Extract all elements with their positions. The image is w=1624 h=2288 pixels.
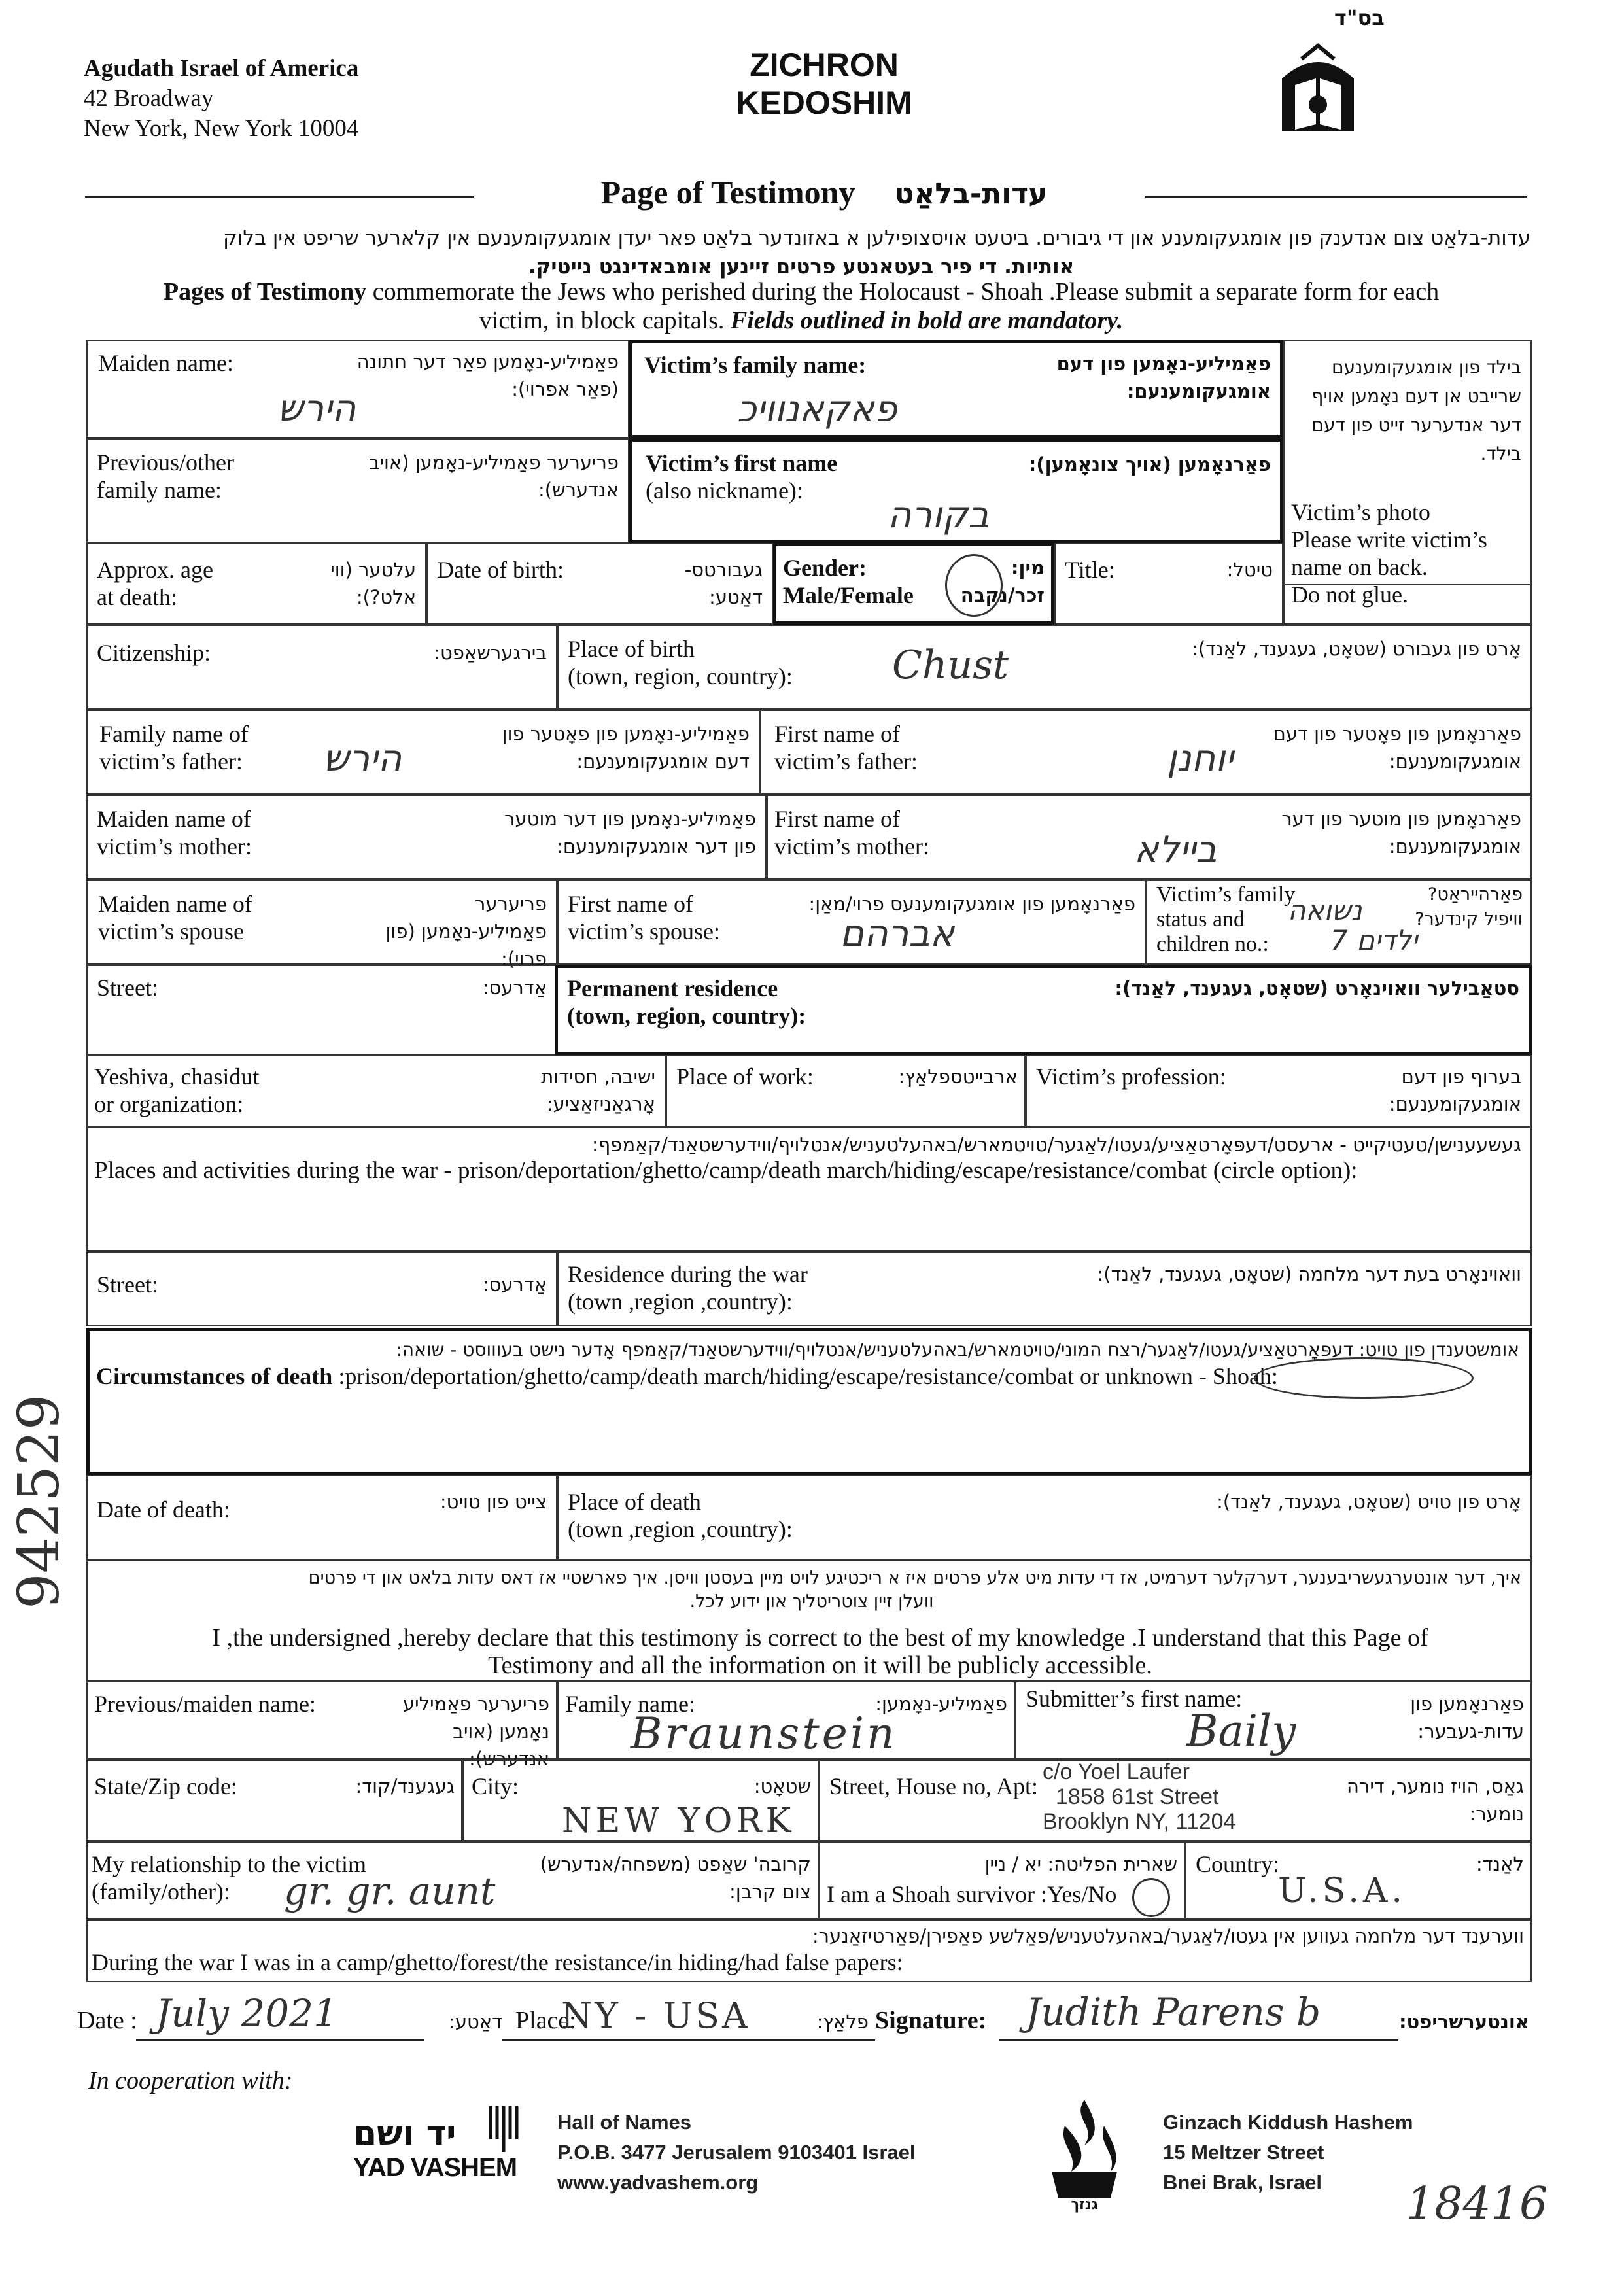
spouse-first-label bbox=[568, 890, 720, 945]
title-rule-right bbox=[1145, 196, 1527, 198]
spouse-first-label-1: First name of bbox=[568, 891, 693, 917]
page-title bbox=[497, 173, 1151, 211]
country-field[interactable] bbox=[1185, 1841, 1532, 1920]
street-heb: אַדרעס: bbox=[482, 977, 547, 999]
father-first-value: יוחנן bbox=[1167, 737, 1234, 780]
submitter-family-heb: פאַמיליע-נאָמען: bbox=[875, 1693, 1007, 1715]
father-family-label-1: Family name of bbox=[99, 721, 249, 747]
yeshiva-field[interactable] bbox=[86, 1055, 666, 1127]
yad-vashem-heb: יד ושם bbox=[353, 2114, 457, 2153]
mother-first-label-1: First name of bbox=[774, 806, 900, 832]
ginzach-logo-icon bbox=[1045, 2100, 1124, 2217]
spouse-maiden-label-2: victim’s spouse bbox=[98, 918, 244, 945]
father-family-label-2: victim’s father: bbox=[99, 748, 243, 774]
war-residence-field[interactable] bbox=[557, 1251, 1532, 1326]
signature-heb: אונטערשריפט: bbox=[1398, 2011, 1529, 2033]
death-circ-label bbox=[96, 1362, 1278, 1390]
age-heb: עלטער (ווי אלט?): bbox=[330, 559, 416, 608]
war-residence-heb: וואוינאָרט בעת דער מלחמה (שטאָט, געגענד, לאַנד): bbox=[1097, 1263, 1521, 1285]
father-first-label-1: First name of bbox=[774, 721, 900, 747]
war-location-field[interactable] bbox=[86, 1920, 1532, 1982]
birth-place-label bbox=[568, 635, 793, 690]
gender-field[interactable] bbox=[773, 543, 1054, 625]
age-field[interactable] bbox=[86, 543, 426, 625]
declaration-heb bbox=[102, 1567, 1521, 1614]
unknown-shoah-circle-mark bbox=[1254, 1357, 1474, 1399]
citizenship-label: Citizenship: bbox=[97, 640, 211, 666]
stamp-line-2: 1858 61st Street bbox=[1056, 1784, 1219, 1809]
photo-line-1: Victim’s photo bbox=[1291, 499, 1430, 525]
death-place-heb: אָרט פון טויט (שטאָט, געגענד, לאַנד): bbox=[1217, 1491, 1521, 1513]
war-residence-label bbox=[568, 1260, 808, 1315]
death-place-label-1: Place of death bbox=[568, 1489, 701, 1515]
profession-label: Victim’s profession: bbox=[1036, 1064, 1226, 1090]
yv-address-1: Hall of Names bbox=[557, 2111, 692, 2134]
profession-heb-1: בערוף פון דעם bbox=[1401, 1066, 1521, 1088]
residence-heb: סטאַבילער וואוינאָרט (שטאָט, געגענד, לאַנד): bbox=[1114, 977, 1519, 999]
yad-vashem-en: YAD VASHEM bbox=[353, 2153, 517, 2182]
war-places-label: Places and activities during the war - prison/deportation/ghetto/camp/death march/hiding/escape/resistance/combat (circle option): bbox=[94, 1157, 1358, 1184]
spouse-first-value: אברהם bbox=[840, 912, 955, 955]
family-name-heb: פאַמיליע-נאָמען פון דעם אומגעקומענעם: bbox=[1056, 353, 1271, 402]
father-family-label bbox=[99, 720, 249, 775]
title-heb: טיטל: bbox=[1226, 559, 1273, 581]
birth-place-label-2: (town, region, country): bbox=[568, 663, 793, 689]
relationship-field[interactable] bbox=[86, 1841, 819, 1920]
survivor-no-circle-mark bbox=[1132, 1878, 1170, 1917]
gender-heb-1: מין: bbox=[1011, 557, 1045, 579]
maiden-name-label: Maiden name: bbox=[98, 350, 233, 376]
mother-maiden-field[interactable] bbox=[86, 795, 767, 880]
family-name-field[interactable] bbox=[629, 340, 1283, 438]
age-label-1: Approx. age bbox=[97, 557, 213, 583]
yeshiva-heb-1: ישיבה, חסידות bbox=[541, 1066, 655, 1088]
relationship-heb bbox=[523, 1850, 811, 1905]
intro-line-2: victim, in block capitals. bbox=[479, 307, 731, 334]
death-date-label: Date of death: bbox=[97, 1497, 230, 1523]
prev-family-label-1: Previous/other bbox=[97, 449, 234, 476]
father-family-value: הירש bbox=[323, 737, 402, 780]
spouse-first-heb: פאַרנאָמען פון אומגעקומענעס פרוי/מאַן: bbox=[808, 893, 1135, 915]
birth-place-value: Chust bbox=[892, 642, 1009, 688]
relationship-label-2: (family/other): bbox=[92, 1879, 230, 1905]
spouse-maiden-heb: פריערער פאַמיליע-נאָמען (פון פרוי): bbox=[385, 893, 547, 970]
place-value: NY - USA bbox=[561, 1995, 750, 2036]
photo-heb: בילד פון אומגעקומענעם שרייבט אן דעם נאָמען אויף דער אנדערער זייט פון דעם בילד. bbox=[1311, 356, 1521, 464]
cooperation-label: In cooperation with: bbox=[88, 2067, 293, 2094]
gender-label-1: Gender: bbox=[783, 555, 867, 581]
family-status-heb-2: וויפיל קינדער? bbox=[1415, 909, 1523, 929]
profession-field[interactable] bbox=[1026, 1055, 1532, 1127]
mother-maiden-label-2: victim’s mother: bbox=[97, 833, 252, 859]
org-address-line-2: New York, New York 10004 bbox=[84, 115, 359, 142]
declaration-en-2: Testimony and all the information on it will be publicly accessible. bbox=[488, 1652, 1152, 1679]
dob-field[interactable] bbox=[426, 543, 773, 625]
gk-address-1: Ginzach Kiddush Hashem bbox=[1163, 2111, 1413, 2134]
bsd-mark: בס"ד bbox=[1334, 5, 1385, 30]
prev-family-label bbox=[97, 449, 234, 504]
yeshiva-label-1: Yeshiva, chasidut bbox=[94, 1064, 260, 1090]
yeshiva-label-2: or organization: bbox=[94, 1091, 244, 1117]
country-heb: לאַנד: bbox=[1476, 1853, 1524, 1875]
mother-first-value: ביילא bbox=[1134, 829, 1217, 871]
profession-heb-2: אומגעקומענעם: bbox=[1389, 1093, 1521, 1115]
war-residence-label-1: Residence during the war bbox=[568, 1261, 808, 1287]
mother-first-label-2: victim’s mother: bbox=[774, 833, 929, 859]
testimony-form bbox=[86, 340, 1532, 1975]
country-value: U.S.A. bbox=[1278, 1871, 1406, 1911]
first-name-label-1: Victim’s first name bbox=[646, 450, 838, 476]
maiden-name-value: הירש bbox=[277, 387, 356, 430]
submitter-street-label: Street, House no, Apt: bbox=[829, 1773, 1038, 1799]
gender-label-2: Male/Female bbox=[783, 582, 914, 608]
war-places-heb: געשעענישן/טעטיקייט - ארעסט/דעפּאָרטאַציע/געטו/לאַגער/טויטמארש/באהעלטעניש/אנטלויף/ווידערשטאַנד/קאַמפף: bbox=[592, 1134, 1521, 1156]
death-circ-options: :prison/deportation/ghetto/camp/death march/hiding/escape/resistance/combat or unknown - Shoah: bbox=[332, 1363, 1278, 1389]
father-first-heb: פאַרנאָמען פון פאָטער פון דעם אומגעקומענעם: bbox=[1273, 723, 1521, 772]
city-field[interactable] bbox=[462, 1759, 819, 1841]
submitter-prev-heb-1: פריערער פאַמיליע bbox=[402, 1693, 549, 1715]
declaration-en-1: I ,the undersigned ,hereby declare that this testimony is correct to the best of my knowledge .I understand that this Page of bbox=[212, 1624, 1428, 1652]
state-zip-label: State/Zip code: bbox=[94, 1773, 237, 1799]
date-line bbox=[136, 2039, 424, 2041]
age-label bbox=[97, 556, 213, 611]
war-places-field[interactable] bbox=[86, 1127, 1532, 1251]
war-location-label: During the war I was in a camp/ghetto/forest/the resistance/in hiding/had false papers: bbox=[92, 1949, 903, 1975]
work-place-heb: ארבייטספלאַץ: bbox=[898, 1066, 1018, 1088]
declaration-box bbox=[86, 1560, 1532, 1681]
first-name-heb: פאַרנאָמען (אויך צונאָמען): bbox=[1028, 453, 1271, 476]
intro-bold: Pages of Testimony bbox=[163, 278, 367, 305]
relationship-heb-2: צום קרבן: bbox=[729, 1881, 811, 1903]
place-heb: פלאַץ: bbox=[816, 2011, 869, 2033]
photo-line-2: Please write victim’s bbox=[1291, 527, 1487, 553]
citizenship-field[interactable] bbox=[86, 625, 557, 710]
birth-place-label-1: Place of birth bbox=[568, 636, 695, 662]
dob-heb: געבורטס- דאַטע: bbox=[684, 559, 763, 608]
yv-address-2: P.O.B. 3477 Jerusalem 9103401 Israel bbox=[557, 2141, 916, 2164]
stamp-line-3: Brooklyn NY, 11204 bbox=[1043, 1809, 1236, 1834]
organization-block bbox=[84, 54, 358, 144]
survivor-label: I am a Shoah survivor :Yes/No bbox=[827, 1881, 1117, 1907]
death-place-label bbox=[568, 1488, 793, 1543]
submitter-first-heb-2: עדות-געבער: bbox=[1417, 1720, 1524, 1742]
mother-maiden-heb: פאַמיליע-נאָמען פון דער מוטער פון דער אומגעקומענעם: bbox=[504, 808, 756, 858]
intro-english bbox=[72, 277, 1530, 335]
title-label: Title: bbox=[1065, 557, 1115, 583]
father-first-label bbox=[774, 720, 918, 775]
stamp-line-1: c/o Yoel Laufer bbox=[1043, 1759, 1190, 1784]
death-date-heb: צייט פון טויט: bbox=[440, 1491, 547, 1513]
first-name-field[interactable] bbox=[629, 438, 1283, 543]
title-rule-left bbox=[85, 196, 474, 198]
first-name-value: בקורה bbox=[888, 494, 990, 536]
intro-line-1: commemorate the Jews who perished during the Holocaust - Shoah .Please submit a separate form for each bbox=[366, 278, 1440, 305]
page-title-heb: עדות-בלאַט bbox=[894, 177, 1048, 211]
ginzach-logo-text: גנזך bbox=[1071, 2196, 1098, 2213]
intro-heb-line-2: אותיות. די פיר בעטאנטע פרטים זיינען אומבאדינגט נייטיק. bbox=[528, 255, 1075, 279]
yv-address-3: www.yadvashem.org bbox=[557, 2171, 759, 2194]
submitter-first-heb bbox=[1380, 1690, 1524, 1745]
death-circ-label-bold: Circumstances of death bbox=[96, 1363, 333, 1389]
state-zip-heb: געגענד/קוד: bbox=[355, 1775, 455, 1797]
date-label: Date : bbox=[77, 2007, 137, 2034]
war-street-label: Street: bbox=[97, 1272, 158, 1298]
submitter-first-label: Submitter’s first name: bbox=[1026, 1686, 1243, 1712]
org-name: Agudath Israel of America bbox=[84, 55, 359, 82]
family-name-label: Victim’s family name: bbox=[644, 352, 867, 378]
war-location-heb: ווערענד דער מלחמה געווען אין געטו/לאַגער/באהעלטעניש/פאַלשע פאַפירן/פאַרטיזאַנער: bbox=[812, 1925, 1524, 1947]
org-address-line-1: 42 Broadway bbox=[84, 85, 214, 112]
spouse-maiden-label-1: Maiden name of bbox=[98, 891, 252, 917]
prev-family-heb: פריערער פאַמיליע-נאָמען (אויב אנדערש): bbox=[368, 451, 619, 501]
family-status-label-2: status and bbox=[1156, 907, 1245, 931]
menorah-icon bbox=[487, 2106, 520, 2155]
submitter-first-name-field[interactable] bbox=[1015, 1681, 1532, 1759]
intro-hebrew bbox=[72, 224, 1530, 281]
photo-line-4: Do not glue. bbox=[1291, 581, 1408, 608]
death-place-label-2: (town ,region ,country): bbox=[568, 1516, 793, 1542]
submitter-prev-name-field[interactable] bbox=[86, 1681, 557, 1770]
death-circ-heb: אומשטענדן פון טויט: דעפּאָרטאַציע/געטו/לאַגער/רצח המוני/טויטמארש/באהעלטעניש/אנטלויף/ווידערשטאַנד/קאַמפף אָדער נישט בעוווסט - שואה: bbox=[396, 1339, 1519, 1361]
city-value: NEW YORK bbox=[562, 1801, 795, 1841]
relationship-value: gr. gr. aunt bbox=[284, 1869, 496, 1913]
first-name-label bbox=[646, 449, 837, 504]
yeshiva-heb bbox=[525, 1063, 655, 1118]
family-status-value-1: נשואה bbox=[1288, 894, 1362, 926]
mother-first-field[interactable] bbox=[767, 795, 1532, 880]
mother-maiden-label bbox=[97, 805, 252, 860]
family-status-heb bbox=[1405, 882, 1523, 932]
ginzach-address bbox=[1163, 2107, 1413, 2198]
previous-family-name-field[interactable] bbox=[86, 438, 629, 543]
relationship-label-1: My relationship to the victim bbox=[92, 1851, 366, 1877]
street-field[interactable] bbox=[86, 965, 557, 1055]
age-label-2: at death: bbox=[97, 584, 177, 610]
death-circumstances-field[interactable] bbox=[86, 1328, 1532, 1475]
yad-vashem-logo bbox=[353, 2106, 523, 2185]
gk-address-3: Bnei Brak, Israel bbox=[1163, 2171, 1322, 2194]
submitter-prev-label: Previous/maiden name: bbox=[94, 1691, 316, 1717]
war-street-field[interactable] bbox=[86, 1251, 557, 1326]
gender-heb-2: זכר/נקבה bbox=[960, 584, 1045, 606]
side-reference-number: 942529 bbox=[7, 1394, 72, 1609]
address-stamp bbox=[1043, 1759, 1236, 1834]
photo-lower-box bbox=[1283, 543, 1532, 625]
war-street-heb: אַדרעס: bbox=[482, 1274, 547, 1296]
place-line bbox=[502, 2039, 875, 2041]
father-family-heb: פאַמיליע-נאָמען פון פאָטער פון דעם אומגעקומענעם: bbox=[502, 723, 750, 772]
gk-address-2: 15 Meltzer Street bbox=[1163, 2141, 1324, 2164]
maiden-name-field[interactable] bbox=[86, 340, 629, 438]
submitter-first-heb-1: פאַרנאָמען פון bbox=[1410, 1693, 1524, 1715]
declaration-en bbox=[140, 1624, 1500, 1679]
residence-label-2: (town, region, country): bbox=[567, 1003, 806, 1029]
declaration-heb-1: איך, דער אונטערגעשריבענער, דערקלער דערמיט, אז די עדות מיט אלע פרטים איז א ריכטיגע לויט מיין בעסטן וויסן. איך פארשטיי אז דאס עדות בלאט און די פרטים bbox=[308, 1568, 1521, 1588]
submitter-first-value: Baily bbox=[1186, 1706, 1296, 1756]
family-status-value-2: 7 ילדים bbox=[1330, 924, 1418, 956]
submitter-family-label: Family name: bbox=[565, 1691, 695, 1717]
father-family-field[interactable] bbox=[86, 710, 760, 795]
work-place-label: Place of work: bbox=[676, 1064, 814, 1090]
gender-circle-mark bbox=[945, 554, 1003, 617]
spouse-maiden-field[interactable] bbox=[86, 880, 557, 970]
gender-label bbox=[783, 554, 914, 609]
form-title-line-1: ZICHRON bbox=[750, 46, 899, 83]
country-label: Country: bbox=[1196, 1851, 1280, 1877]
father-first-field[interactable] bbox=[760, 710, 1532, 795]
submitter-street-heb: גאַס, הויז נומער, דירה נומער: bbox=[1347, 1775, 1524, 1825]
profession-heb bbox=[1377, 1063, 1521, 1118]
birth-place-field[interactable] bbox=[557, 625, 1532, 710]
death-date-field[interactable] bbox=[86, 1475, 557, 1560]
citizenship-heb: בירגערשאַפט: bbox=[434, 642, 547, 664]
family-name-value: פאקאנוויכ bbox=[737, 388, 897, 430]
family-status-label-3: children no.: bbox=[1156, 932, 1269, 956]
residence-label bbox=[567, 975, 806, 1030]
submitter-family-value: Braunstein bbox=[631, 1708, 897, 1759]
residence-label-1: Permanent residence bbox=[567, 975, 778, 1001]
mother-maiden-label-1: Maiden name of bbox=[97, 806, 251, 832]
birth-place-heb: אָרט פון געבורט (שטאָט, געגענד, לאַנד): bbox=[1192, 638, 1521, 660]
war-residence-label-2: (town ,region ,country): bbox=[568, 1289, 793, 1315]
death-place-field[interactable] bbox=[557, 1475, 1532, 1560]
state-zip-field[interactable] bbox=[86, 1759, 462, 1841]
submitter-family-name-field[interactable] bbox=[557, 1681, 1015, 1759]
page-title-en: Page of Testimony bbox=[600, 174, 855, 211]
intro-heb-line-1: עדות-בלאַט צום אנדענק פון אומגעקומענע און די גיבורים. ביטעט אויסצופילען א באזונדער בלאַט פאר יעדן אומגעקומענעם אין קלארער שריפט אין בלוק bbox=[222, 226, 1530, 250]
permanent-residence-field[interactable] bbox=[555, 965, 1532, 1055]
family-status-field[interactable] bbox=[1146, 880, 1532, 965]
maiden-name-heb: פאַמיליע-נאָמען פאַר דער חתונה (פאַר אפרוי): bbox=[356, 351, 619, 400]
intro-mandatory-note: Fields outlined in bold are mandatory. bbox=[730, 307, 1124, 334]
family-status-label bbox=[1156, 882, 1295, 957]
street-label: Street: bbox=[97, 975, 158, 1001]
family-status-heb-1: פאַרהייראַט? bbox=[1428, 884, 1523, 905]
date-value: July 2021 bbox=[156, 1991, 337, 2036]
mother-first-label bbox=[774, 805, 929, 860]
form-title-line-2: KEDOSHIM bbox=[736, 84, 912, 121]
spouse-first-field[interactable] bbox=[557, 880, 1146, 965]
father-first-label-2: victim’s father: bbox=[774, 748, 918, 774]
yeshiva-label bbox=[94, 1063, 259, 1118]
title-field[interactable] bbox=[1054, 543, 1283, 625]
file-number: 18416 bbox=[1406, 2178, 1548, 2230]
form-title bbox=[693, 46, 955, 122]
relationship-heb-1: קרובה' שאַפט (משפחה/אנדערש) bbox=[540, 1853, 811, 1875]
survivor-heb: שארית הפליטה: יא / ניין bbox=[984, 1853, 1177, 1875]
family-status-label-1: Victim’s family bbox=[1156, 882, 1296, 907]
submitter-street-field[interactable] bbox=[819, 1759, 1532, 1841]
place-label: Place: bbox=[515, 2007, 576, 2034]
spouse-maiden-label bbox=[98, 890, 252, 945]
declaration-heb-2: וועלן זיין צוטריטליך און ידוע לכל. bbox=[689, 1591, 934, 1612]
first-name-label-2: (also nickname): bbox=[646, 477, 803, 504]
signature-row bbox=[77, 1990, 1529, 2047]
city-label: City: bbox=[472, 1773, 519, 1799]
zichron-kedoshim-logo-icon bbox=[1275, 39, 1360, 137]
mother-first-heb: פאַרנאָמען פון מוטער פון דער אומגעקומענעם: bbox=[1281, 808, 1521, 858]
submitter-prev-heb-2: נאָמען (אויב אנדערש): bbox=[453, 1720, 549, 1770]
work-place-field[interactable] bbox=[666, 1055, 1026, 1127]
prev-family-label-2: family name: bbox=[97, 477, 222, 503]
yeshiva-heb-2: אָרגאַניזאַציע: bbox=[546, 1093, 655, 1115]
photo-line-3: name on back. bbox=[1291, 554, 1428, 580]
city-heb: שטאָט: bbox=[753, 1775, 811, 1797]
signature-line bbox=[999, 2039, 1398, 2041]
dob-label: Date of birth: bbox=[437, 557, 564, 583]
yad-vashem-address bbox=[557, 2107, 916, 2198]
signature-label: Signature: bbox=[875, 2007, 987, 2034]
spouse-first-label-2: victim’s spouse: bbox=[568, 918, 720, 945]
date-heb: דאַטע: bbox=[449, 2011, 502, 2033]
signature-value: Judith Parens b bbox=[1026, 1990, 1321, 2034]
survivor-field[interactable] bbox=[819, 1841, 1185, 1920]
